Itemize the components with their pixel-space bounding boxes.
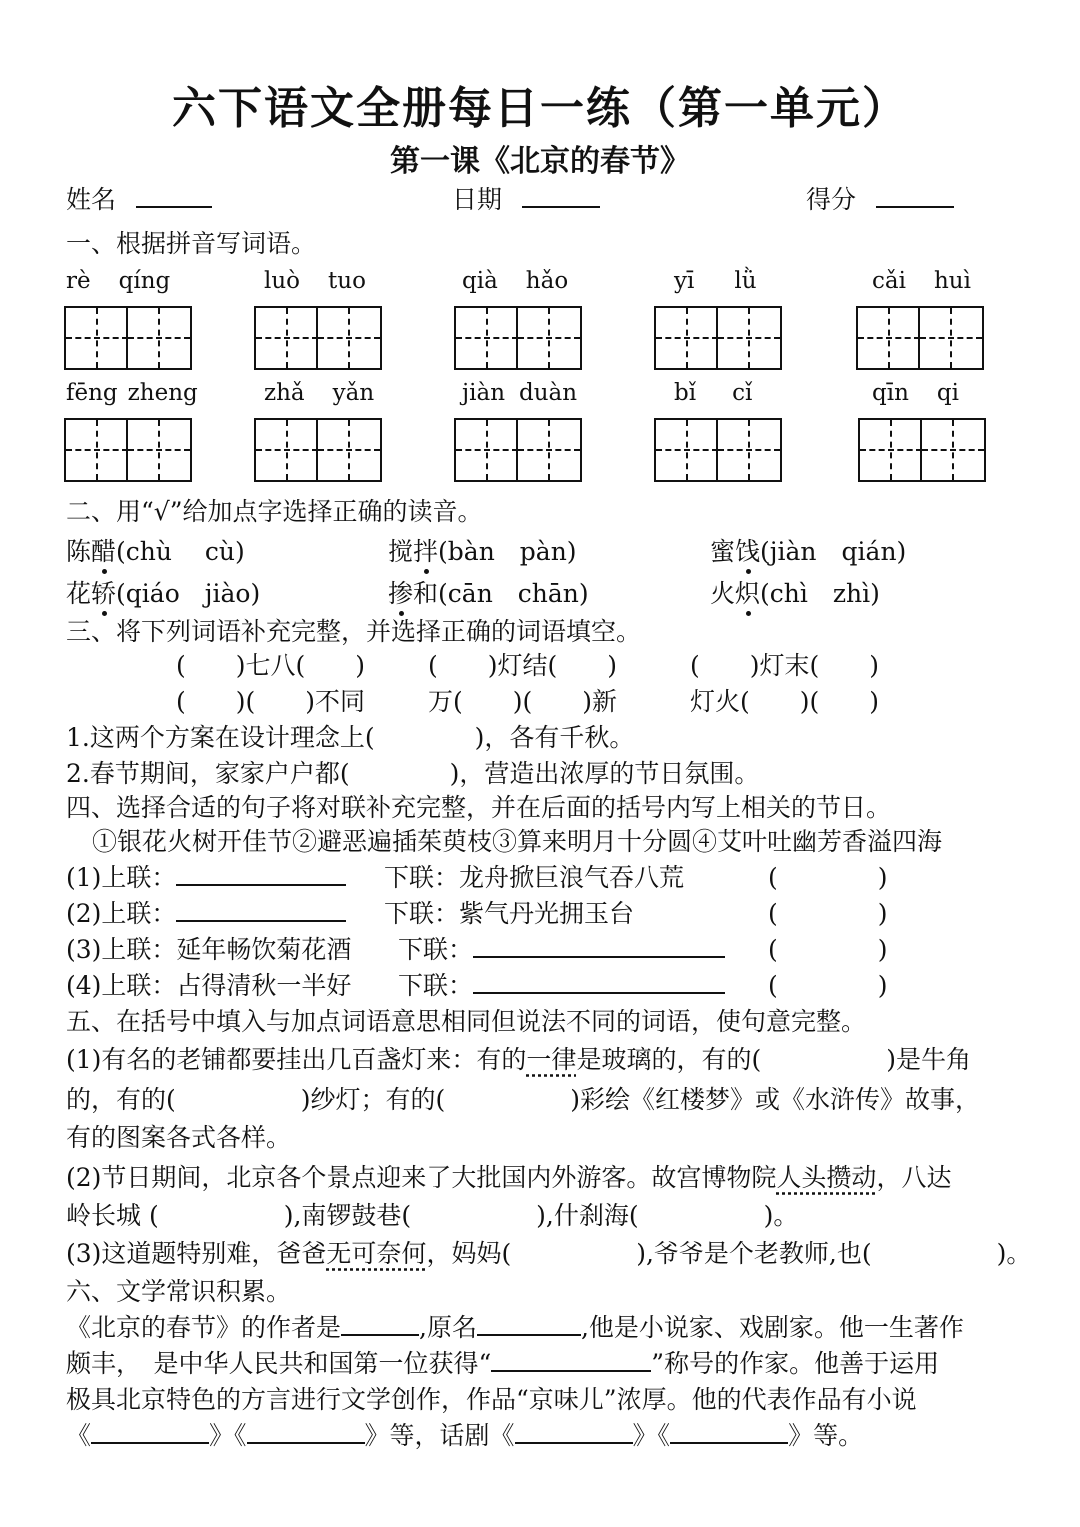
pinyin-pair: bǐ cǐ	[674, 380, 753, 406]
pinyin-pair: jiàn duàn	[462, 380, 578, 406]
idiom-fill[interactable]: ( )灯结( )	[428, 651, 618, 680]
pinyin-pair: zhǎ yǎn	[264, 380, 375, 406]
name-field[interactable]	[66, 184, 212, 216]
festival-paren[interactable]: ( )	[768, 863, 888, 892]
writing-grid[interactable]	[64, 306, 192, 370]
pinyin-pair: luò tuo	[264, 268, 366, 294]
date-field[interactable]	[452, 184, 600, 216]
idiom-fill[interactable]: ( )七八( )	[176, 651, 366, 680]
pinyin-pair: qià hǎo	[462, 268, 569, 294]
section5-heading: 五、在括号中填入与加点词语意思相同但说法不同的词语，使句意完整。	[66, 1007, 867, 1036]
pronunciation-item[interactable]: 火炽(chì zhì)	[710, 579, 880, 608]
literature-line2[interactable]: 颇丰， 是中华人民共和国第一位获得“ ”称号的作家。他善于运用	[66, 1349, 940, 1378]
synonym-q1-line1[interactable]: (1)有名的老铺都要挂出几百盏灯来：有的一律是玻璃的，有的( )是牛角	[66, 1045, 971, 1074]
pinyin-pair: fēng zheng	[66, 380, 198, 406]
pronunciation-item[interactable]: 蜜饯(jiàn qián)	[710, 537, 907, 566]
fill-sentence-2[interactable]: 2.春节期间，家家户户都( )，营造出浓厚的节日氛围。	[66, 759, 760, 788]
worksheet-title: 六下语文全册每日一练（第一单元）	[172, 83, 908, 134]
couplet-row[interactable]: (2)上联：	[66, 898, 346, 930]
writing-grid[interactable]	[254, 306, 382, 370]
idiom-fill[interactable]: 灯火( )( )	[690, 687, 880, 716]
literature-line3: 极具北京特色的方言进行文学创作，作品“京味儿”浓厚。他的代表作品有小说	[66, 1385, 917, 1414]
pronunciation-item[interactable]: 陈醋(chù cù)	[66, 537, 245, 566]
date-label: 日期	[452, 185, 503, 214]
writing-grid[interactable]	[858, 418, 986, 482]
couplet-row[interactable]: 下联：	[398, 970, 725, 1002]
pinyin-pair: yī lǜ	[674, 268, 757, 294]
section4-heading: 四、选择合适的句子将对联补充完整，并在后面的括号内写上相关的节日。	[66, 793, 892, 822]
pronunciation-item[interactable]: 花轿(qiáo jiào)	[66, 579, 261, 608]
pronunciation-item[interactable]: 搅拌(bàn pàn)	[388, 537, 577, 566]
festival-paren[interactable]: ( )	[768, 935, 888, 964]
idiom-fill[interactable]: ( )( )不同	[176, 687, 366, 716]
synonym-q2-line1: (2)节日期间，北京各个景点迎来了大批国内外游客。故宫博物院人头攒动，八达	[66, 1163, 952, 1192]
couplet-row[interactable]: (1)上联：	[66, 862, 346, 894]
fill-sentence-1[interactable]: 1.这两个方案在设计理念上( )，各有千秋。	[66, 723, 635, 752]
synonym-q3[interactable]: (3)这道题特别难，爸爸无可奈何，妈妈( ),爷爷是个老教师,也( )。	[66, 1239, 1032, 1268]
idiom-fill[interactable]: ( )灯末( )	[690, 651, 880, 680]
lesson-title: 第一课《北京的春节》	[390, 144, 690, 179]
literature-line1[interactable]: 《北京的春节》的作者是 ,原名 ,他是小说家、戏剧家。他一生著作	[66, 1313, 964, 1342]
pronunciation-item[interactable]: 掺和(cān chān)	[388, 579, 589, 608]
festival-paren[interactable]: ( )	[768, 899, 888, 928]
couplet-upper: (3)上联：延年畅饮菊花酒	[66, 935, 352, 964]
couplet-row[interactable]: 下联：	[398, 934, 725, 966]
writing-grid[interactable]	[454, 306, 582, 370]
writing-grid[interactable]	[654, 306, 782, 370]
name-label: 姓名	[66, 185, 117, 214]
writing-grid[interactable]	[654, 418, 782, 482]
score-label: 得分	[806, 185, 857, 214]
score-blank[interactable]	[876, 184, 954, 208]
synonym-q2-line2[interactable]: 岭长城 ( ),南锣鼓巷( ),什刹海( )。	[66, 1201, 799, 1230]
section6-heading: 六、文学常识积累。	[66, 1277, 292, 1306]
literature-line4[interactable]: 《 》《 》等，话剧《 》《 》等。	[66, 1421, 864, 1450]
date-blank[interactable]	[522, 184, 600, 208]
section2-heading: 二、用“√”给加点字选择正确的读音。	[66, 497, 483, 526]
festival-paren[interactable]: ( )	[768, 971, 888, 1000]
couplet-upper: (4)上联：占得清秋一半好	[66, 971, 352, 1000]
synonym-q1-line3: 有的图案各式各样。	[66, 1123, 292, 1152]
writing-grid[interactable]	[254, 418, 382, 482]
score-field[interactable]	[806, 184, 954, 216]
couplet-lower: 下联：龙舟掀巨浪气吞八荒	[384, 863, 685, 892]
couplet-lower: 下联：紫气丹光拥玉台	[384, 899, 635, 928]
section3-heading: 三、将下列词语补充完整，并选择正确的词语填空。	[66, 617, 642, 646]
name-blank[interactable]	[136, 184, 212, 208]
writing-grid[interactable]	[856, 306, 984, 370]
writing-grid[interactable]	[64, 418, 192, 482]
couplet-options: ①银花火树开佳节②避恶遍插茱萸枝③算来明月十分圆④艾叶吐幽芳香溢四海	[92, 827, 943, 856]
pinyin-pair: rè qíng	[66, 268, 171, 294]
pinyin-pair: cǎi huì	[872, 268, 971, 294]
pinyin-pair: qīn qi	[872, 380, 959, 406]
section1-heading: 一、根据拼音写词语。	[66, 229, 317, 258]
writing-grid[interactable]	[454, 418, 582, 482]
synonym-q1-line2[interactable]: 的，有的( )纱灯；有的( )彩绘《红楼梦》或《水浒传》故事，	[66, 1085, 981, 1114]
idiom-fill[interactable]: 万( )( )新	[428, 687, 618, 716]
